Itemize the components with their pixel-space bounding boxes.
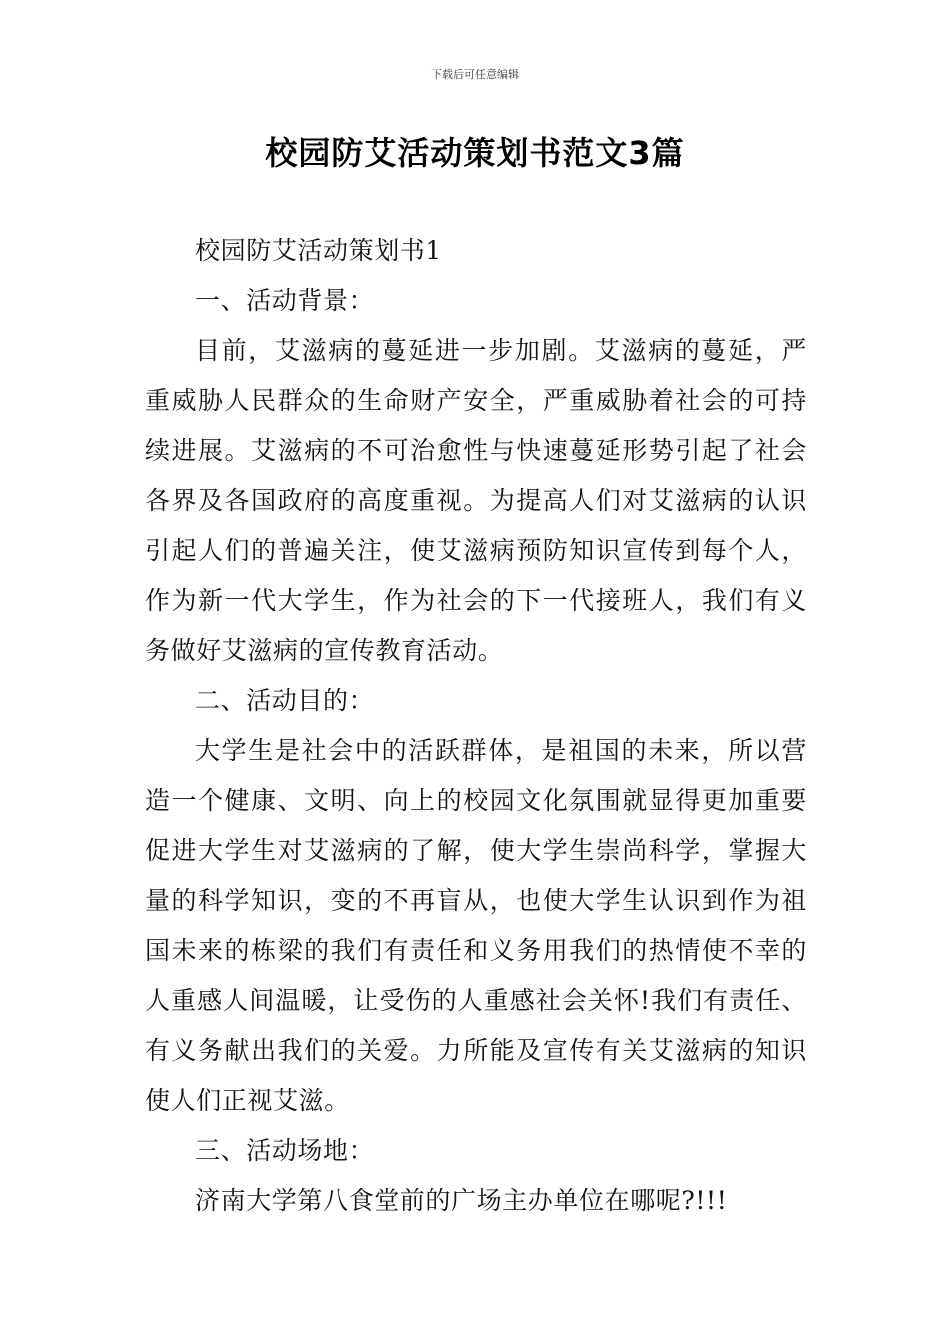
document-title: 校园防艾活动策划书范文3篇 bbox=[265, 134, 685, 172]
section-heading-venue: 三、活动场地： bbox=[195, 1136, 375, 1165]
header-note: 下载后可任意编辑 bbox=[431, 68, 519, 81]
section-heading-purpose: 二、活动目的： bbox=[195, 686, 375, 715]
document-body bbox=[145, 226, 807, 1226]
section-heading-background: 一、活动背景： bbox=[195, 286, 375, 315]
purpose-paragraph: 大学生是社会中的活跃群体，是祖国的未来，所以营造一个健康、文明、向上的校园文化氛围就显得更加重要促进大学生对艾滋病的了解，使大学生崇尚科学，掌握大量的科学知识，变的不再盲从，也使大学生认识到作为祖国未来的栋梁的我们有责任和义务用我们的热情使不幸的人重感人间温暖，让受伤的人重感社会关怀!我们有责任、有义务献出我们的关爱。力所能及宣传有关艾滋病的知识使人们正视艾滋。 bbox=[145, 736, 807, 1115]
background-paragraph: 目前，艾滋病的蔓延进一步加剧。艾滋病的蔓延，严重威胁人民群众的生命财产安全，严重威胁着社会的可持续进展。艾滋病的不可治愈性与快速蔓延形势引起了社会各界及各国政府的高度重视。为提高人们对艾滋病的认识引起人们的普遍关注，使艾滋病预防知识宣传到每个人，作为新一代大学生，作为社会的下一代接班人，我们有义务做好艾滋病的宣传教育活动。 bbox=[145, 336, 807, 665]
venue-paragraph: 济南大学第八食堂前的广场主办单位在哪呢?!!! bbox=[195, 1186, 728, 1215]
subtitle-paragraph: 校园防艾活动策划书1 bbox=[195, 236, 442, 265]
